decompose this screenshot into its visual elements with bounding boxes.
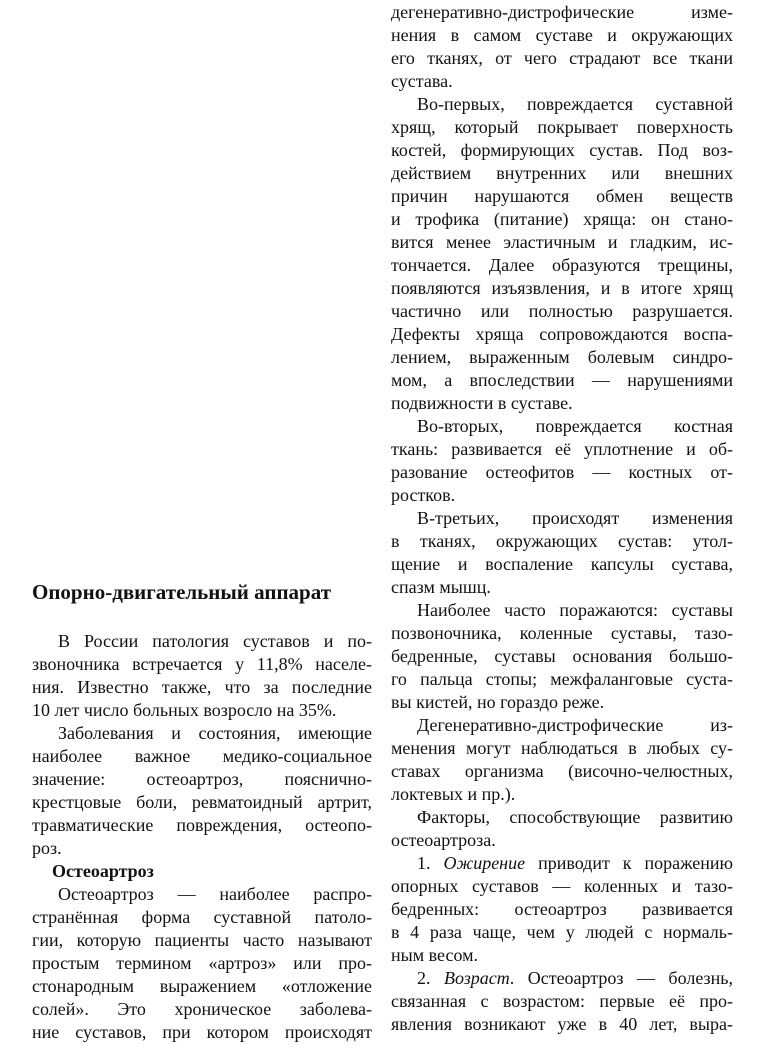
left-column	[32, 578, 372, 1044]
text-line: стонародным выражением «отложение	[32, 976, 372, 996]
text-line: ние суставов, при котором происходят	[32, 1022, 372, 1042]
subsection-heading: Остеоартроз	[52, 861, 154, 881]
text-line: мом, а впоследствии — нарушениями	[391, 370, 733, 390]
paragraph-tissues	[391, 507, 733, 599]
paragraph-prevalence	[32, 630, 372, 722]
text-line: явления возникают уже в 40 лет, выра-	[391, 1014, 733, 1034]
text-line: в тканях, окружающих сустав: утол-	[391, 531, 733, 551]
factor-term: Возраст	[443, 968, 510, 988]
text-line: подвижности в суставе.	[391, 393, 573, 413]
text-line: 10 лет число больных возросло на 35%.	[32, 700, 337, 720]
text-line: появляются изъязвления, и в итоге хрящ	[391, 278, 733, 298]
text-line: Наиболее часто поражаются: суставы	[417, 600, 733, 620]
text-line: в 4 раза чаще, чем у людей с нормаль-	[391, 922, 733, 942]
text-line: звоночника встречается у 11,8% населе-	[32, 654, 372, 674]
text-line: травматические повреждения, остеопо-	[32, 815, 372, 835]
list-number: 1.	[417, 853, 431, 873]
paragraph-cartilage	[391, 93, 733, 415]
text-line: локтевых и пр.).	[391, 784, 516, 804]
text-line: позвоночника, коленные суставы, тазо-	[391, 623, 733, 643]
text-line: щение и воспаление капсулы сустава,	[391, 554, 733, 574]
text-line: причин нарушаются обмен веществ	[391, 186, 733, 206]
text-line: менения могут наблюдаться в любых су-	[391, 738, 733, 758]
text-line: сустава.	[391, 71, 453, 91]
text-line: солей». Это хроническое заболева-	[32, 999, 372, 1019]
text-line: остеоартроза.	[391, 830, 496, 850]
text-line	[391, 852, 733, 875]
text-line: хрящ, который покрывает поверхность	[391, 117, 733, 137]
text-line: гии, которую пациенты часто называют	[32, 930, 372, 950]
text-fragment: . Остеоартроз — болезнь,	[509, 968, 734, 988]
text-line: странённая форма суставной патоло-	[32, 907, 372, 927]
text-line: частично или полностью разрушается.	[391, 301, 733, 321]
text-line: бедренных: остеоартроз развивается	[391, 899, 733, 919]
paragraph-obesity	[391, 852, 733, 967]
text-line: В России патология суставов и по-	[58, 631, 372, 651]
text-line: роз.	[32, 838, 62, 858]
text-line: ткань: развивается её уплотнение и об-	[391, 439, 733, 459]
text-line: разование остеофитов — костных от-	[391, 462, 733, 482]
text-line: ным весом.	[391, 945, 478, 965]
text-line: действием внутренних или внешних	[391, 163, 733, 183]
text-line	[391, 967, 733, 990]
paragraph-bone	[391, 415, 733, 507]
text-line: связанная с возрастом: первые её про-	[391, 991, 733, 1011]
text-line: бедренные, суставы основания большо-	[391, 646, 733, 666]
section-heading: Опорно-двигательный аппарат	[32, 580, 332, 604]
text-line: нения в самом суставе и окружающих	[391, 25, 733, 45]
text-line: вится менее эластичным и гладким, ис-	[391, 232, 733, 252]
text-line: тончается. Далее образуются трещины,	[391, 255, 733, 275]
paragraph-affected-joints	[391, 599, 733, 714]
list-number: 2.	[417, 968, 431, 988]
paragraph-factors	[391, 806, 733, 852]
text-line: крестцовые боли, ревматоидный артрит,	[32, 792, 372, 812]
right-column	[391, 1, 733, 1036]
text-line: костей, формирующих сустав. Под воз-	[391, 140, 733, 160]
text-line: спазм мышц.	[391, 577, 491, 597]
text-line: ния. Известно также, что за последние	[32, 677, 372, 697]
paragraph-diseases	[32, 722, 372, 860]
text-line: дегенеративно-дистрофические изме-	[391, 2, 733, 22]
text-line: ростков.	[391, 485, 456, 505]
text-line: Факторы, способствующие развитию	[417, 807, 733, 827]
text-line: наиболее важное медико-социальное	[32, 746, 372, 766]
text-line: Во-первых, повреждается суставной	[417, 94, 733, 114]
text-fragment: приводит к поражению	[538, 853, 734, 873]
text-line: Дегенеративно-дистрофические из-	[417, 715, 733, 735]
text-line: Заболевания и состояния, имеющие	[58, 723, 372, 743]
text-line: Дефекты хряща сопровождаются воспа-	[391, 324, 733, 344]
text-line: простым термином «артроз» или про-	[32, 953, 372, 973]
paragraph-any-joints	[391, 714, 733, 806]
text-line: значение: остеоартроз, пояснично-	[32, 769, 372, 789]
text-line: вы кистей, но гораздо реже.	[391, 692, 605, 712]
text-line: опорных суставов — коленных и тазо-	[391, 876, 733, 896]
text-line: и трофика (питание) хряща: он стано-	[391, 209, 733, 229]
text-line: го пальца стопы; межфаланговые суста-	[391, 669, 733, 689]
paragraph-age	[391, 967, 733, 1036]
text-line: ставах организма (височно-челюстных,	[391, 761, 733, 781]
text-line: Остеоартроз — наиболее распро-	[58, 884, 372, 904]
text-line: его тканях, от чего страдают все ткани	[391, 48, 733, 68]
text-line: Во-вторых, повреждается костная	[417, 416, 733, 436]
text-line: лением, выраженным болевым синдро-	[391, 347, 733, 367]
paragraph-osteoarthrosis	[32, 883, 372, 1044]
factor-term: Ожирение	[443, 853, 526, 873]
text-line: В-третьих, происходят изменения	[417, 508, 733, 528]
paragraph-continuation	[391, 1, 733, 93]
